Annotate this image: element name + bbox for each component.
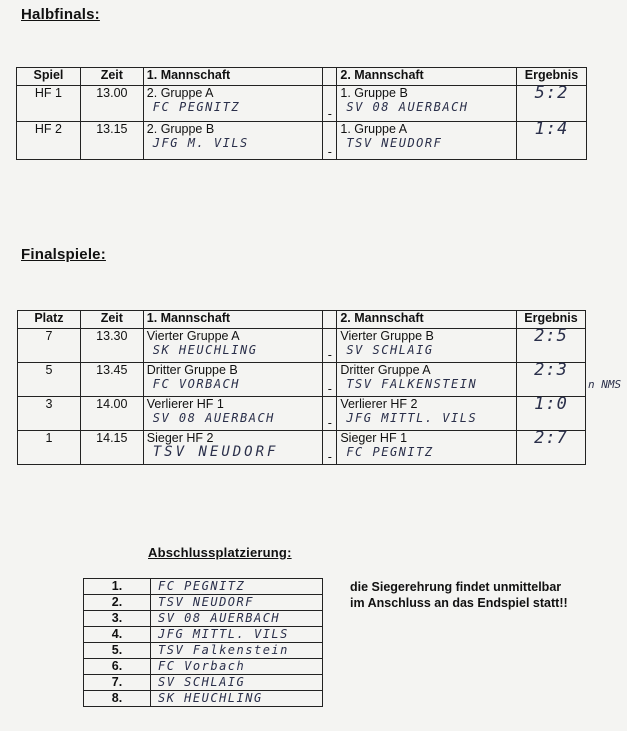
table-row <box>84 675 323 691</box>
team1-cell <box>143 329 323 363</box>
zeit-cell: 14.15 <box>80 431 143 465</box>
dash-cell: - <box>323 363 337 397</box>
team2-handwritten: TSV FALKENSTEIN <box>346 377 478 391</box>
place-team <box>151 675 323 691</box>
ergebnis-cell <box>517 428 586 465</box>
table-row <box>84 659 323 675</box>
header-ergebnis: Ergebnis <box>517 311 586 329</box>
table-row <box>18 363 586 397</box>
team2-label: Dritter Gruppe A <box>340 363 431 377</box>
halbfinals-heading: Halbfinals: <box>21 6 100 23</box>
place-team-handwritten: JFG MITTL. VILS <box>158 627 289 641</box>
header-team1: 1. Mannschaft <box>143 68 323 86</box>
team2-handwritten: TSV NEUDORF <box>346 136 443 150</box>
place-team <box>151 579 323 595</box>
header-team1: 1. Mannschaft <box>143 311 323 329</box>
dash-cell: - <box>323 329 337 363</box>
dash-cell: - <box>323 397 337 431</box>
team2-handwritten: SV SCHLAIG <box>346 343 434 357</box>
ergebnis-cell <box>517 394 586 431</box>
team1-handwritten: JFG M. VILS <box>152 136 249 150</box>
zeit-cell: 14.00 <box>80 397 143 431</box>
table-row <box>17 86 587 122</box>
team2-label: Sieger HF 1 <box>340 431 408 445</box>
team1-label: Verlierer HF 1 <box>146 397 224 411</box>
ceremony-note-line1: die Siegerehrung findet unmittelbar <box>350 580 562 594</box>
team2-label: 1. Gruppe B <box>340 86 408 100</box>
table-row <box>84 691 323 707</box>
ergebnis-handwritten: 2:3 <box>534 360 568 380</box>
zeit-cell: 13.00 <box>80 86 143 122</box>
header-ergebnis: Ergebnis <box>517 68 587 86</box>
team1-label: Sieger HF 2 <box>146 431 214 445</box>
team1-handwritten: FC VORBACH <box>152 377 240 391</box>
place-num: 1. <box>84 579 151 595</box>
finalspiele-table <box>17 310 586 465</box>
ergebnis-cell <box>517 119 587 160</box>
ergebnis-handwritten: 2:5 <box>534 326 568 346</box>
ceremony-note-line2: im Anschluss an das Endspiel statt!! <box>350 596 568 610</box>
place-num: 3. <box>84 611 151 627</box>
header-platz: Platz <box>18 311 81 329</box>
header-team2: 2. Mannschaft <box>337 311 517 329</box>
ergebnis-cell <box>517 83 587 122</box>
platz-cell: 5 <box>18 363 81 397</box>
table-row <box>18 397 586 431</box>
zeit-cell: 13.45 <box>80 363 143 397</box>
platz-cell: 1 <box>18 431 81 465</box>
dash-cell: - <box>323 86 337 122</box>
place-num: 2. <box>84 595 151 611</box>
spiel-cell: HF 2 <box>17 122 81 160</box>
team1-cell <box>143 122 323 160</box>
place-team <box>151 643 323 659</box>
table-row <box>18 329 586 363</box>
place-num: 8. <box>84 691 151 707</box>
team1-label: Vierter Gruppe A <box>146 329 240 343</box>
team1-cell <box>143 363 323 397</box>
place-team-handwritten: SV 08 AUERBACH <box>158 611 281 625</box>
zeit-cell: 13.15 <box>80 122 143 160</box>
header-zeit: Zeit <box>80 68 143 86</box>
table-row <box>84 627 323 643</box>
place-team-handwritten: TSV Falkenstein <box>158 643 289 657</box>
team2-handwritten: FC PEGNITZ <box>346 445 434 459</box>
table-row <box>84 579 323 595</box>
place-num: 5. <box>84 643 151 659</box>
halbfinals-table <box>16 67 587 160</box>
ergebnis-handwritten: 2:7 <box>534 428 568 448</box>
ergebnis-cell <box>517 360 586 397</box>
platz-cell: 7 <box>18 329 81 363</box>
table-row <box>84 611 323 627</box>
team1-cell <box>143 397 323 431</box>
finalspiele-heading: Finalspiele: <box>21 246 106 263</box>
ergebnis-cell <box>517 326 586 363</box>
header-team2: 2. Mannschaft <box>337 68 517 86</box>
team2-label: 1. Gruppe A <box>340 122 408 136</box>
zeit-cell: 13.30 <box>80 329 143 363</box>
place-team <box>151 627 323 643</box>
table-row <box>84 595 323 611</box>
place-team-handwritten: TSV NEUDORF <box>158 595 254 609</box>
team2-handwritten: JFG MITTL. VILS <box>346 411 478 425</box>
team2-cell <box>337 329 517 363</box>
place-team <box>151 659 323 675</box>
finalspiele-header-row <box>18 311 586 329</box>
team1-cell <box>143 86 323 122</box>
team1-label: 2. Gruppe B <box>146 122 215 136</box>
team1-handwritten: SV 08 AUERBACH <box>152 411 275 425</box>
team2-cell <box>337 363 517 397</box>
header-spacer <box>323 311 337 329</box>
team2-cell <box>337 397 517 431</box>
table-row <box>17 122 587 160</box>
team1-handwritten: TSV NEUDORF <box>152 444 279 460</box>
team1-cell <box>143 431 323 465</box>
abschluss-heading: Abschlussplatzierung: <box>148 545 292 560</box>
platz-cell: 3 <box>18 397 81 431</box>
ergebnis-handwritten: 1:4 <box>534 119 569 139</box>
team2-handwritten: SV 08 AUERBACH <box>346 100 469 114</box>
place-team <box>151 691 323 707</box>
team1-handwritten: SK HEUCHLING <box>152 343 258 357</box>
place-num: 7. <box>84 675 151 691</box>
ergebnis-handwritten: 1:0 <box>534 394 568 414</box>
dash-cell: - <box>323 431 337 465</box>
place-team-handwritten: FC PEGNITZ <box>158 579 246 593</box>
place-team <box>151 595 323 611</box>
team1-handwritten: FC PEGNITZ <box>152 100 241 114</box>
overtime-note: n NMS <box>588 378 622 391</box>
team2-cell <box>337 86 517 122</box>
ergebnis-handwritten: 5:2 <box>534 83 569 103</box>
spiel-cell: HF 1 <box>17 86 81 122</box>
team1-label: Dritter Gruppe B <box>146 363 238 377</box>
header-spacer <box>323 68 337 86</box>
team2-cell <box>337 431 517 465</box>
abschluss-table <box>83 578 323 707</box>
place-team-handwritten: FC Vorbach <box>158 659 246 673</box>
dash-cell: - <box>323 122 337 160</box>
header-zeit: Zeit <box>80 311 143 329</box>
table-row <box>18 431 586 465</box>
team1-label: 2. Gruppe A <box>146 86 214 100</box>
team2-label: Verlierer HF 2 <box>340 397 418 411</box>
table-row <box>84 643 323 659</box>
place-team <box>151 611 323 627</box>
place-team-handwritten: SV SCHLAIG <box>158 675 246 689</box>
place-team-handwritten: SK HEUCHLING <box>158 691 263 705</box>
place-num: 6. <box>84 659 151 675</box>
halbfinals-header-row <box>17 68 587 86</box>
place-num: 4. <box>84 627 151 643</box>
ceremony-note <box>350 579 568 611</box>
team2-label: Vierter Gruppe B <box>340 329 434 343</box>
team2-cell <box>337 122 517 160</box>
header-spiel: Spiel <box>17 68 81 86</box>
